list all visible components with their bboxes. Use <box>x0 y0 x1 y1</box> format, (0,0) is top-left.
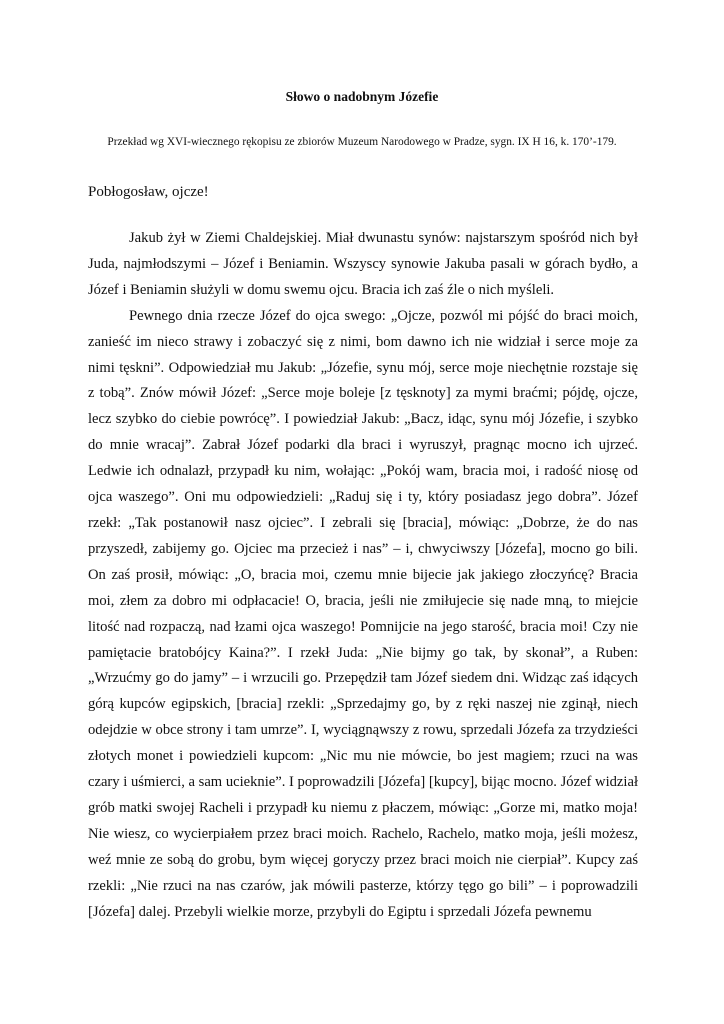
body-text <box>88 226 638 925</box>
document-title: Słowo o nadobnym Józefie <box>285 89 439 104</box>
greeting: Pobłogosław, ojcze! <box>88 184 209 200</box>
paragraph-2: Pewnego dnia rzecze Józef do ojca swego: „Ojcze, pozwól mi pójść do braci moich, zanieść im nieco strawy i zobaczyć się z nimi, bom dawno ich nie widział i serce moje za nimi tęskni”. Odpowiedział mu Jakub: „Józefie, synu mój, serce moje niechętnie rozstaje się z tobą”. Znów mówił Józef: „Serce moje boleje [z tęsknoty] za mymi braćmi; pójdę, ojcze, lecz szybko do ciebie powrócę”. I powiedział Jakub: „Bacz, idąc, synu mój Józefie, i szybko do mnie wracaj”. Zabrał Józef podarki dla braci i wyruszył, pragnąc mocno ich ujrzeć. Ledwie ich odnalazł, przypadł ku nim, wołając: „Pokój wam, bracia moi, i radość niosę od ojca waszego”. Oni mu odpowiedzieli: „Raduj się i ty, który posiadasz jego dobra”. Józef rzekł: „Tak postanowił nasz ojciec”. I zebrali się [bracia], mówiąc: „Dobrze, że do nas przyszedł, zabijemy go. Ojciec ma przecież i nas” – i, chwyciwszy [Józefa], mocno go bili. On zaś prosił, mówiąc: „O, bracia moi, czemu mnie bijecie jak jakiego złoczyńcę? Bracia moi, złem za dobro mi odpłacacie! O, bracia, jeśli nie zmiłujecie się nade mną, to miejcie litość nad rozpaczą, nad łzami ojca waszego! Pomnijcie na jego starość, bracia moi! Czy nie pamiętacie bratobójcy Kaina?”. I rzekł Juda: „Nie bijmy go tak, by skonał”, a Ruben: „Wrzućmy go do jamy” – i wrzucili go. Przepędził tam Józef siedem dni. Widząc zaś idących górą kupców egipskich, [bracia] rzekli: „Sprzedajmy go, by z ręki naszej nie zginął, niech odejdzie w obce strony i tam umrze”. I, wyciągnąwszy z rowu, sprzedali Józefa za trzydzieści złotych monet i powiedzieli kupcom: „Nic mu nie mówcie, bo jest magiem; rzuci na was czary i uśmierci, a sam ucieknie”. I poprowadzili [Józefa] [kupcy], bijąc mocno. Józef widział grób matki swojej Racheli i przypadł ku niemu z płaczem, mówiąc: „Gorze mi, matko moja! Nie wiesz, co wycierpiałem przez braci moich. Rachelo, Rachelo, matko moja, jeśli możesz, weź mnie ze sobą do grobu, bym więcej goryczy przez braci moich nie cierpiał”. Kupcy zaś rzekli: „Nie rzuci na nas czarów, jak mówili pasterze, którzy tęgo go bili” – i poprowadzili [Józefa] dalej. Przebyli wielkie morze, przybyli do Egiptu i sprzedali Józefa pewnemu <box>88 307 638 920</box>
paragraph-1: Jakub żył w Ziemi Chaldejskiej. Miał dwunastu synów: najstarszym spośród nich był Juda, najmłodszymi – Józef i Beniamin. Wszyscy synowie Jakuba pasali w górach bydło, a Józef i Beniamin służyli w domu swemu ojcu. Bracia ich zaś źle o nich myśleli. <box>88 230 638 298</box>
document-subtitle: Przekład wg XVI-wiecznego rękopisu ze zbiorów Muzeum Narodowego w Pradze, sygn. IX H 16, k. 170’-179. <box>107 136 617 148</box>
